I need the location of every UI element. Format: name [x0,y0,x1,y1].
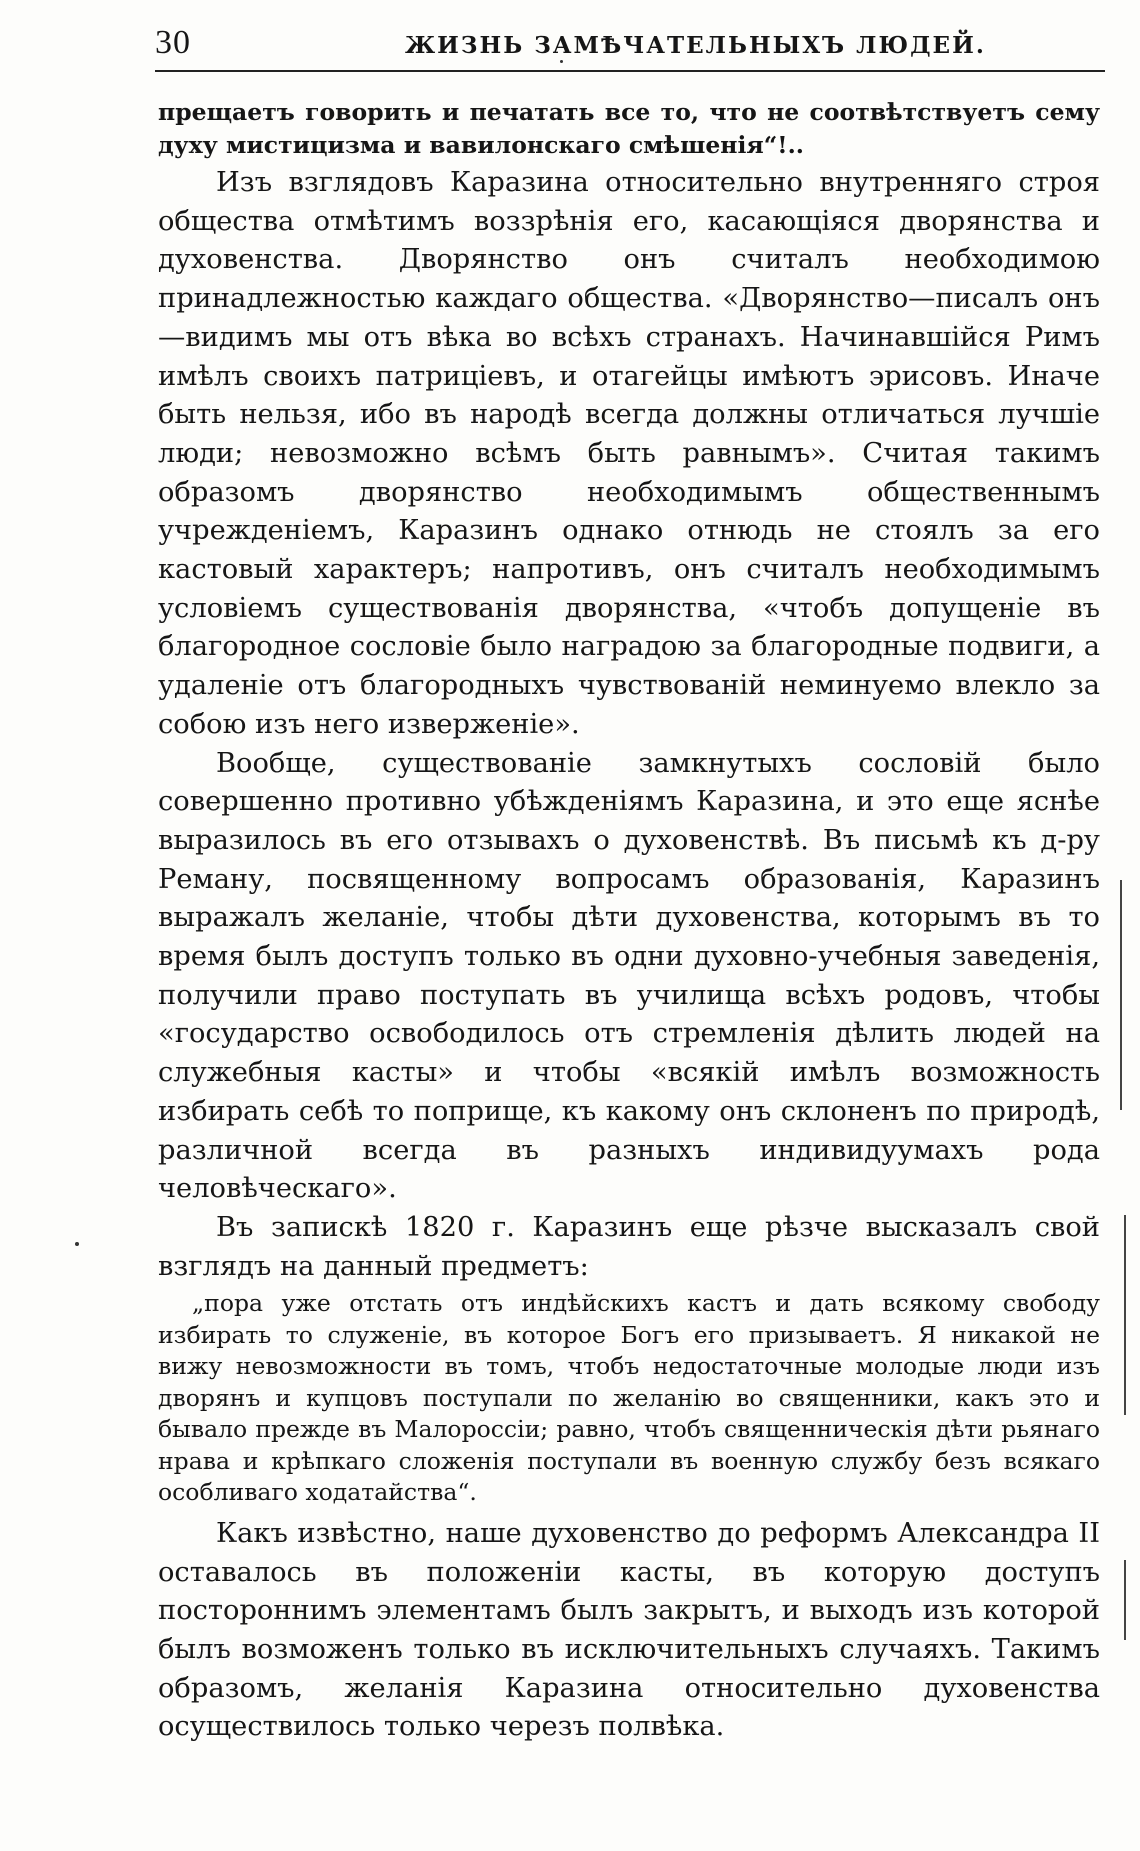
paragraph-note-1820: Въ запискѣ 1820 г. Каразинъ еще рѣзче высказалъ свой взглядъ на данный предметъ: [158,1211,1100,1282]
margin-line-mark [1124,1215,1126,1415]
page-number: 30 [155,24,191,61]
header-rule [155,70,1105,72]
page-header [155,22,1105,66]
margin-line-mark [1120,880,1122,1110]
running-head: ЖИЗНЬ ЗАМѢЧАТЕЛЬНЫХЪ ЛЮДЕЙ. [405,32,986,59]
margin-line-mark [1124,1560,1126,1640]
paragraph-nobility: Изъ взглядовъ Каразина относительно внутренняго строя общества отмѣтимъ воззрѣнія его, касающіяся дворянства и духовенства. Дворянство онъ считалъ необходимою принадлежностью каждаго общества. «Дворянство—писалъ онъ—видимъ мы отъ вѣка во всѣхъ странахъ. Начинавшійся Римъ имѣлъ своихъ патриціевъ, и отагейцы имѣютъ эрисовъ. Иначе быть нельзя, ибо въ народѣ всегда должны отличаться лучшіе люди; невозможно всѣмъ быть равнымъ». Считая такимъ образомъ дворянство необходимымъ общественнымъ учрежденіемъ, Каразинъ однако отнюдь не стоялъ за его кастовый характеръ; напротивъ, онъ считалъ необходимымъ условіемъ существованія дворянства, «чтобъ допущеніе въ благородное сословіе было наградою за благородные подвиги, а удаленіе отъ благородныхъ чувствованій неминуемо влекло за собою изъ него изверженіе». [158,167,1100,740]
body-text [158,96,1100,1747]
paragraph-estates: Вообще, существованіе замкнутыхъ сословій было совершенно противно убѣжденіямъ Каразина, и это еще яснѣе выразилось въ его отзывахъ о духовенствѣ. Въ письмѣ къ д-ру Реману, посвященному вопросамъ образованія, Каразинъ выражалъ желаніе, чтобы дѣти духовенства, которымъ въ то время былъ доступъ только въ одни духовно-учебныя заведенія, получили право поступать въ училища всѣхъ родовъ, чтобы «государство освободилось отъ стремленія дѣлить людей на служебныя касты» и чтобы «всякій имѣлъ возможность избирать себѣ то поприще, къ какому онъ склоненъ по природѣ, различной всегда въ разныхъ индивидуумахъ рода человѣческаго». [158,747,1100,1205]
print-speck [560,60,563,63]
paragraph-conclusion: Какъ извѣстно, наше духовенство до реформъ Александра II оставалось въ положеніи касты, въ которую доступъ постороннимъ элементамъ былъ закрытъ, и выходъ изъ которой былъ возможенъ только въ исключительныхъ случаяхъ. Такимъ образомъ, желанія Каразина относительно духовенства осуществилось только черезъ полвѣка. [158,1517,1100,1743]
print-speck [75,1242,79,1246]
paragraph-continuation: прещаетъ говорить и печатать все то, что не соотвѣтствуетъ сему духу мистицизма и вавилонскаго смѣшенія“!.. [158,98,1100,159]
block-quote: „пора уже отстать отъ индѣйскихъ кастъ и дать всякому свободу избирать то служеніе, въ которое Богъ его призываетъ. Я никакой не вижу невозможности въ томъ, чтобъ недостаточные молодые люди изъ дворянъ и купцовъ поступали по желанію во священники, какъ это и бывало прежде въ Малороссіи; равно, чтобъ священническія дѣти рьянаго нрава и крѣпкаго сложенія поступали въ военную службу безъ всякаго особливаго ходатайства“. [158,1289,1100,1507]
